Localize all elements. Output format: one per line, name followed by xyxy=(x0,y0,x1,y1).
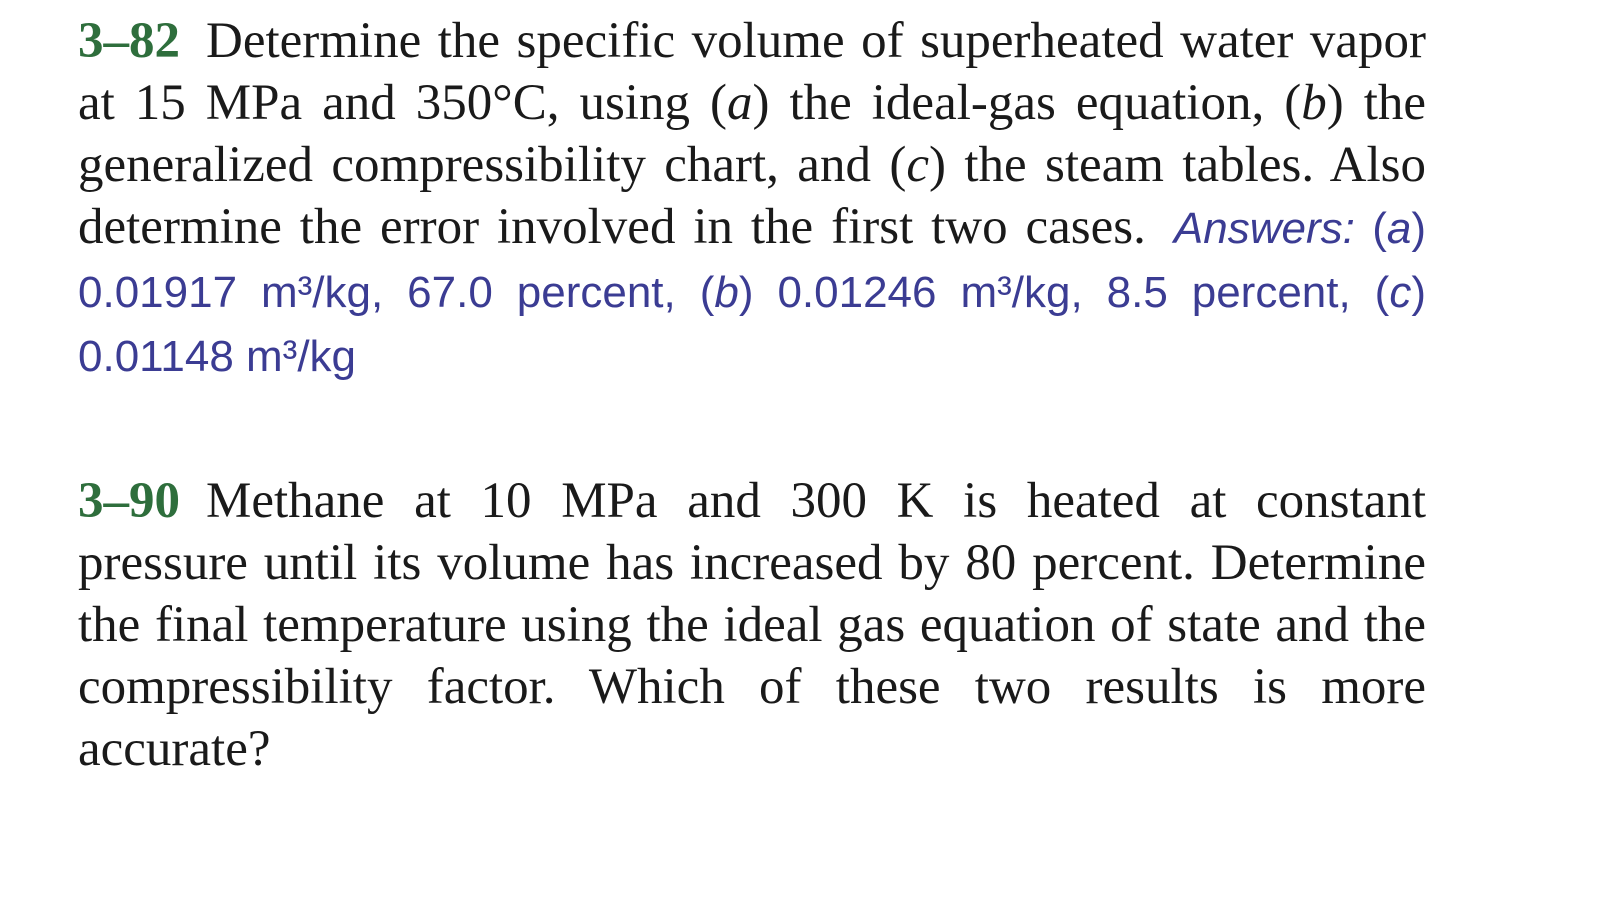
answer-text: ) 0.01246 m³/kg, 8.5 percent, ( xyxy=(738,268,1390,317)
answer-part-label: b xyxy=(714,268,739,317)
answer-text: ( xyxy=(1372,204,1387,253)
answers-label: Answers: xyxy=(1173,204,1355,253)
answer-part-label: c xyxy=(1389,268,1412,317)
problem-text: Methane at 10 MPa and 300 K is heated at constant pressure until its volume has increased by 80 percent. Determine the final temperature using the ideal gas equation of state and the compressibility factor. Which of these two results is more accurate? xyxy=(78,473,1426,777)
part-label: c xyxy=(906,137,929,193)
problem-number: 3–82 xyxy=(78,13,180,69)
problem-3-90 xyxy=(78,470,1426,780)
problem-text: ) the ideal-gas equation, ( xyxy=(752,75,1302,131)
problem-text: ) the generalized compressibility chart, and ( xyxy=(78,75,1426,193)
problem-text: Determine the specific volume of superheated water vapor at 15 MPa and 350°C, using ( xyxy=(78,13,1426,131)
problem-3-82 xyxy=(78,10,1426,388)
answer-text: ) 0.01917 m³/kg, 67.0 percent, ( xyxy=(78,204,1426,317)
part-label: a xyxy=(726,75,753,131)
answer-part-label: a xyxy=(1386,204,1412,253)
problem-number: 3–90 xyxy=(78,473,180,529)
part-label: b xyxy=(1301,75,1327,131)
answer-text: ) 0.01148 m³/kg xyxy=(78,268,1426,381)
problem-text: ) the steam tables. Also determine the error involved in the first two cases. xyxy=(78,137,1426,255)
